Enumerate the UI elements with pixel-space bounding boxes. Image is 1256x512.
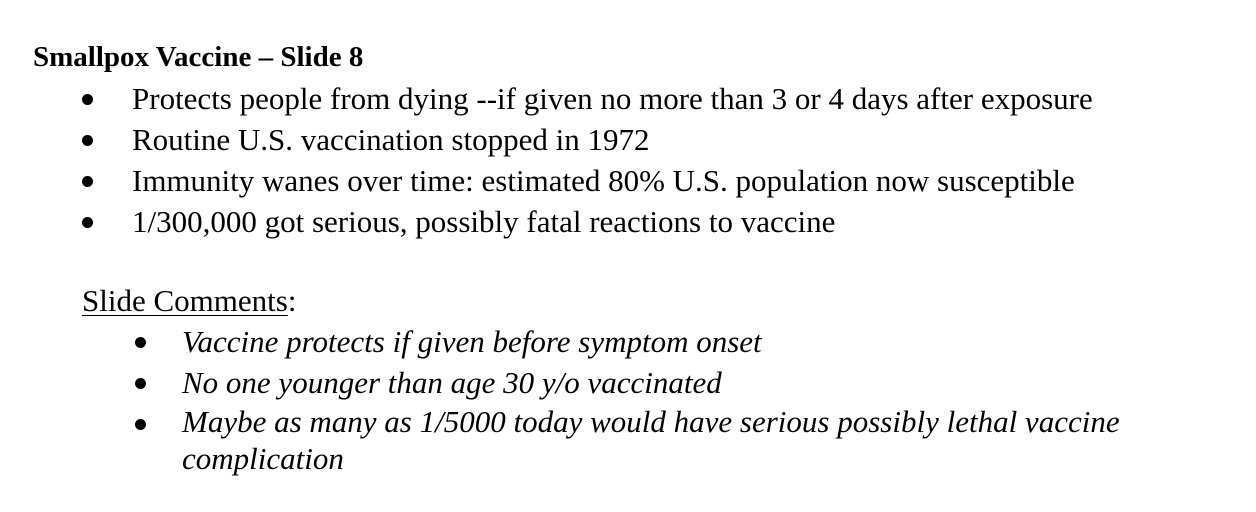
comments-heading-label: Slide Comments bbox=[82, 283, 288, 318]
list-item bbox=[82, 119, 1093, 160]
list-item bbox=[135, 362, 1222, 403]
list-item bbox=[135, 321, 1222, 362]
bullet-icon bbox=[82, 94, 93, 105]
slide-bullet-list bbox=[82, 78, 1093, 242]
bullet-icon bbox=[82, 135, 93, 146]
list-item bbox=[82, 201, 1093, 242]
comments-bullet-list bbox=[135, 321, 1222, 477]
slide-title: Smallpox Vaccine – Slide 8 bbox=[33, 41, 364, 73]
list-item bbox=[82, 160, 1093, 201]
bullet-text: Routine U.S. vaccination stopped in 1972 bbox=[132, 122, 650, 157]
bullet-text: Immunity wanes over time: estimated 80% U.S. population now susceptible bbox=[132, 163, 1075, 198]
comment-text: Maybe as many as 1/5000 today would have serious possibly lethal vaccine complication bbox=[182, 404, 1120, 476]
bullet-icon bbox=[135, 378, 146, 389]
comment-text: No one younger than age 30 y/o vaccinated bbox=[182, 365, 722, 400]
comments-heading bbox=[82, 280, 296, 321]
list-item bbox=[82, 78, 1093, 119]
bullet-text: 1/300,000 got serious, possibly fatal reactions to vaccine bbox=[132, 204, 836, 239]
list-item bbox=[135, 403, 1222, 477]
bullet-icon bbox=[82, 217, 93, 228]
comment-text: Vaccine protects if given before symptom onset bbox=[182, 324, 762, 359]
comments-heading-colon: : bbox=[287, 283, 297, 318]
bullet-icon bbox=[135, 419, 146, 430]
bullet-icon bbox=[82, 176, 93, 187]
bullet-text: Protects people from dying --if given no more than 3 or 4 days after exposure bbox=[132, 81, 1093, 116]
bullet-icon bbox=[135, 337, 146, 348]
